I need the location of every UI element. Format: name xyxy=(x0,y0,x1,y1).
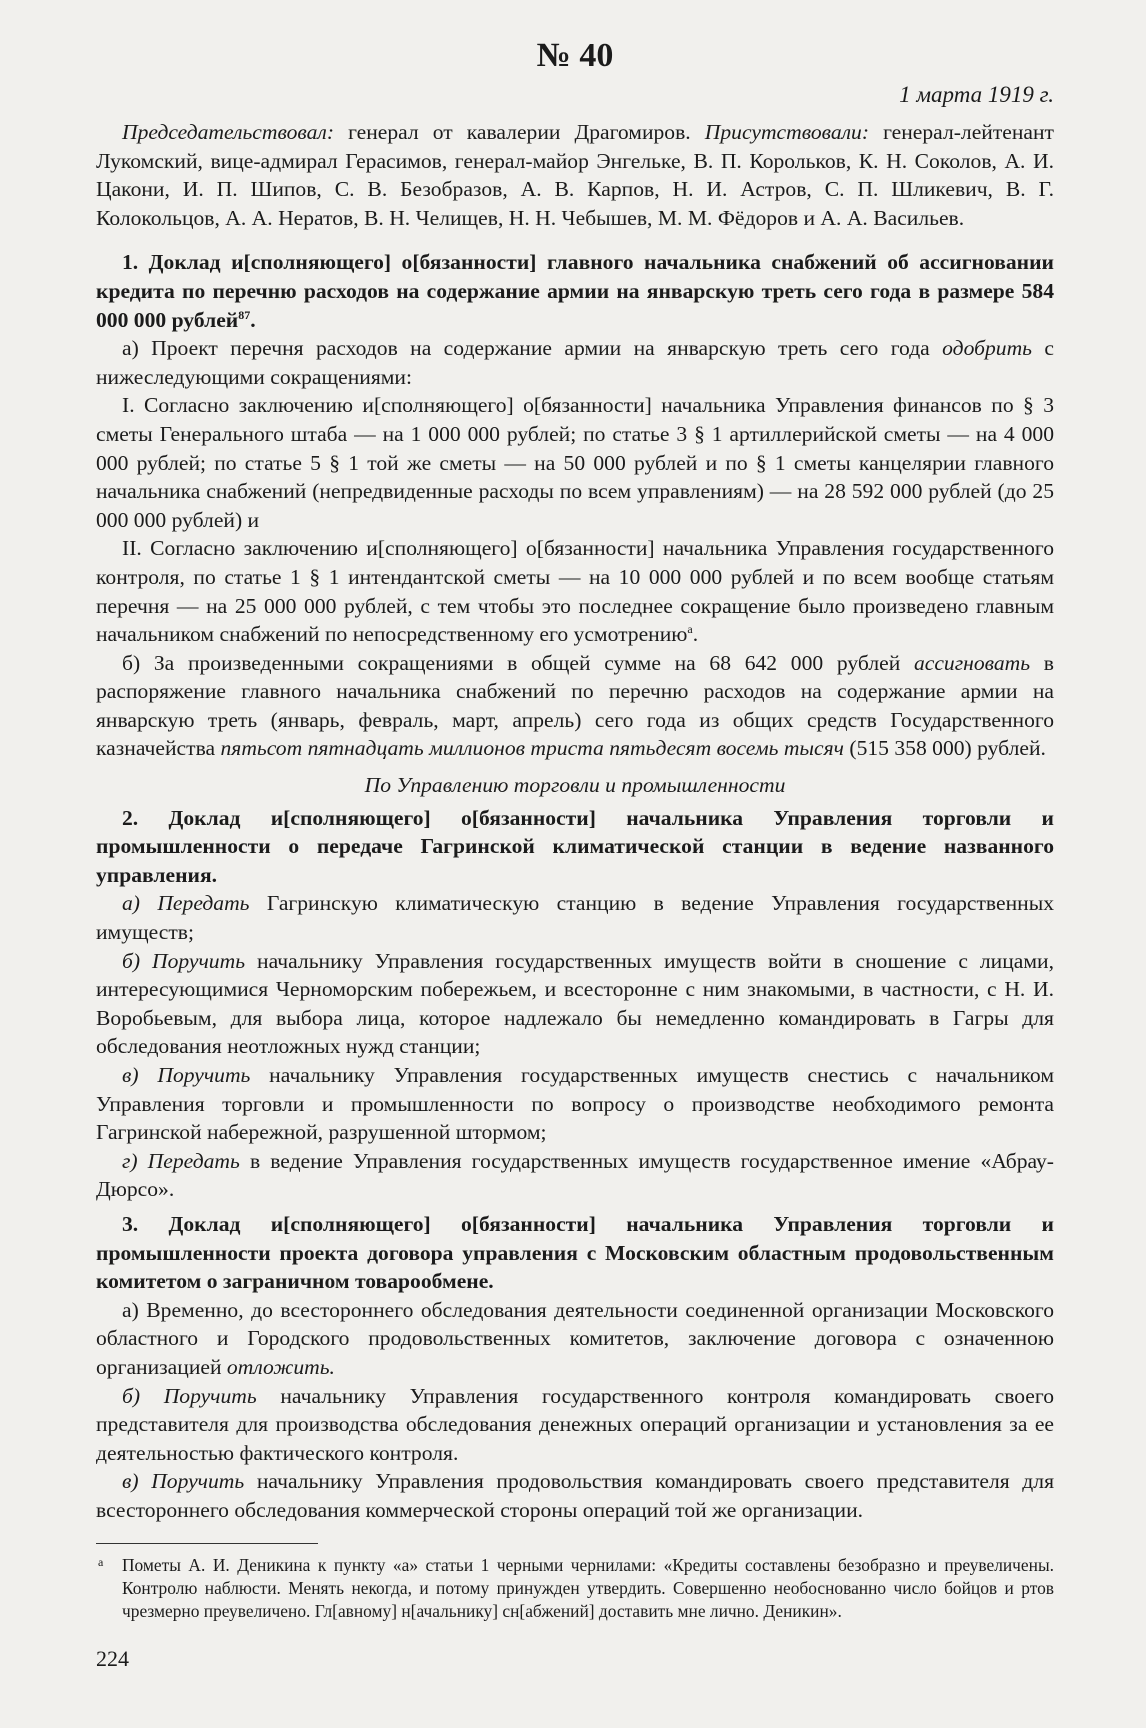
footnote xyxy=(96,1554,1054,1623)
item2-c: в) Поручить начальнику Управления государственных имуществ снестись с начальником Управления торговли и промышленности по вопросу о производстве необходимого ремонта Гагринской набережной, разрушенной штормом; xyxy=(96,1063,1054,1145)
item1-i: I. Согласно заключению и[сполняющего] о[бязанности] начальника Управления финансов по § 3 сметы Генерального штаба — на 1 000 000 рублей; по статье 3 § 1 артиллерийской сметы — на 4 000 000 рублей; по статье 5 § 1 той же сметы — на 50 000 рублей и по § 1 сметы канцелярии главного начальника снабжений (непредвиденные расходы по всем управлениям) — на 28 592 000 рублей (до 25 000 000 рублей) и xyxy=(96,393,1054,532)
item1-heading: 1. Доклад и[сполняющего] о[бязанности] главного начальника снабжений об ассигновании кредита по перечню расходов на содержание армии на январскую треть сего года в размере 584 000 000 рублей$^{87}$. xyxy=(96,250,1054,332)
footnote-ref: а xyxy=(687,621,693,636)
item3-a: а) Временно, до всестороннего обследования деятельности соединенной организации Московского областного и Городского продовольственных комитетов, заключение договора с означенною организацией отложить. xyxy=(96,1297,1054,1379)
document-number: № 40 xyxy=(536,37,614,74)
attendance xyxy=(96,118,1054,232)
section-title: По Управлению торговли и промышленности xyxy=(364,773,786,798)
present-label: Присутствовали: xyxy=(704,120,870,144)
item3-heading: 3. Доклад и[сполняющего] о[бязанности] начальника Управления торговли и промышленности проекта договора управления с Московским областным продовольственным комитетом о заграничном товарообмене. xyxy=(96,1211,1054,1294)
item2-d: г) Передать в ведение Управления государственных имуществ государственное имение «Абрау-Дюрсо». xyxy=(96,1148,1054,1202)
document-page xyxy=(96,36,1054,1623)
footnote-mark: а xyxy=(98,1554,104,1569)
item3-b: б) Поручить начальнику Управления государственного контроля командировать своего представителя для производства обследования денежных операций организации и установления за ее деятельностью фактического контроля. xyxy=(96,1383,1054,1465)
chair-name: генерал от кавалерии Драгомиров. xyxy=(348,120,691,144)
item1-a: а) Проект перечня расходов на содержание армии на январскую треть сего года одобрить с нижеследующими сокращениями: xyxy=(96,336,1054,389)
footnote-divider xyxy=(96,1543,318,1544)
page-number: 224 xyxy=(96,1646,129,1671)
item3-c: в) Поручить начальнику Управления продовольствия командировать своего представителя для всестороннего обследования коммерческой стороны операций той же организации. xyxy=(96,1469,1054,1522)
chair-label: Председательствовал: xyxy=(122,120,335,144)
item2-b: б) Поручить начальнику Управления государственных имуществ войти в сношение с лицами, интересующимися Черноморским побережьем, и всесторонне с ним знакомыми, в частности, с Н. И. Воробьевым, для выбора лица, которое надлежало бы немедленно командировать в Гагры для обследования неотложных нужд станции; xyxy=(96,948,1054,1059)
item1-b: б) За произведенными сокращениями в общей сумме на 68 642 000 рублей ассигновать в распоряжение главного начальника снабжений по перечню расходов на содержание армии на январскую треть (январь, февраль, март, апрель) сего года из общих средств Государственного казначейства пятьсот пятнадцать миллионов триста пятьдесят восемь тысяч (515 358 000) рублей. xyxy=(96,650,1054,761)
endnote-ref: 87 xyxy=(238,307,251,322)
present-list: генерал-лейтенант Лукомский, вице-адмирал Герасимов, генерал-майор Энгельке, В. П. Корольков, К. Н. Соколов, А. И. Цакони, И. П. Шипов, С. В. Безобразов, А. В. Карпов, Н. И. Астров, С. П. Шликевич, В. Г. Колокольцов, А. А. Нератов, В. Н. Челищев, Н. Н. Чебышев, М. М. Фёдоров и А. А. Васильев. xyxy=(96,120,1054,230)
footnote-text: Пометы А. И. Деникина к пункту «а» статьи 1 черными чернилами: «Кредиты составлены безобразно и преувеличены. Контролю наблюсти. Менять некогда, и потому принужден утвердить. Совершенно необоснованно число бойцов и ртов чрезмерно преувеличено. Гл[авному] н[ачальнику] сн[абжений] доставить мне лично. Деникин». xyxy=(122,1554,1054,1621)
item2-a: а) Передать Гагринскую климатическую станцию в ведение Управления государственных имуществ; xyxy=(96,891,1054,945)
item2-heading: 2. Доклад и[сполняющего] о[бязанности] начальника Управления торговли и промышленности о передаче Гагринской климатической станции в ведение названного управления. xyxy=(96,805,1054,887)
item1-ii: II. Согласно заключению и[сполняющего] о[бязанности] начальника Управления государственного контроля, по статье 1 § 1 интендантской сметы — на 10 000 000 рублей и по всем вообще статьям перечня — на 25 000 000 рублей, с тем чтобы это последнее сокращение было произведено главным начальником снабжений по непосредственному его усмотрению$^а$. xyxy=(96,536,1054,647)
document-date: 1 марта 1919 г. xyxy=(899,82,1054,107)
